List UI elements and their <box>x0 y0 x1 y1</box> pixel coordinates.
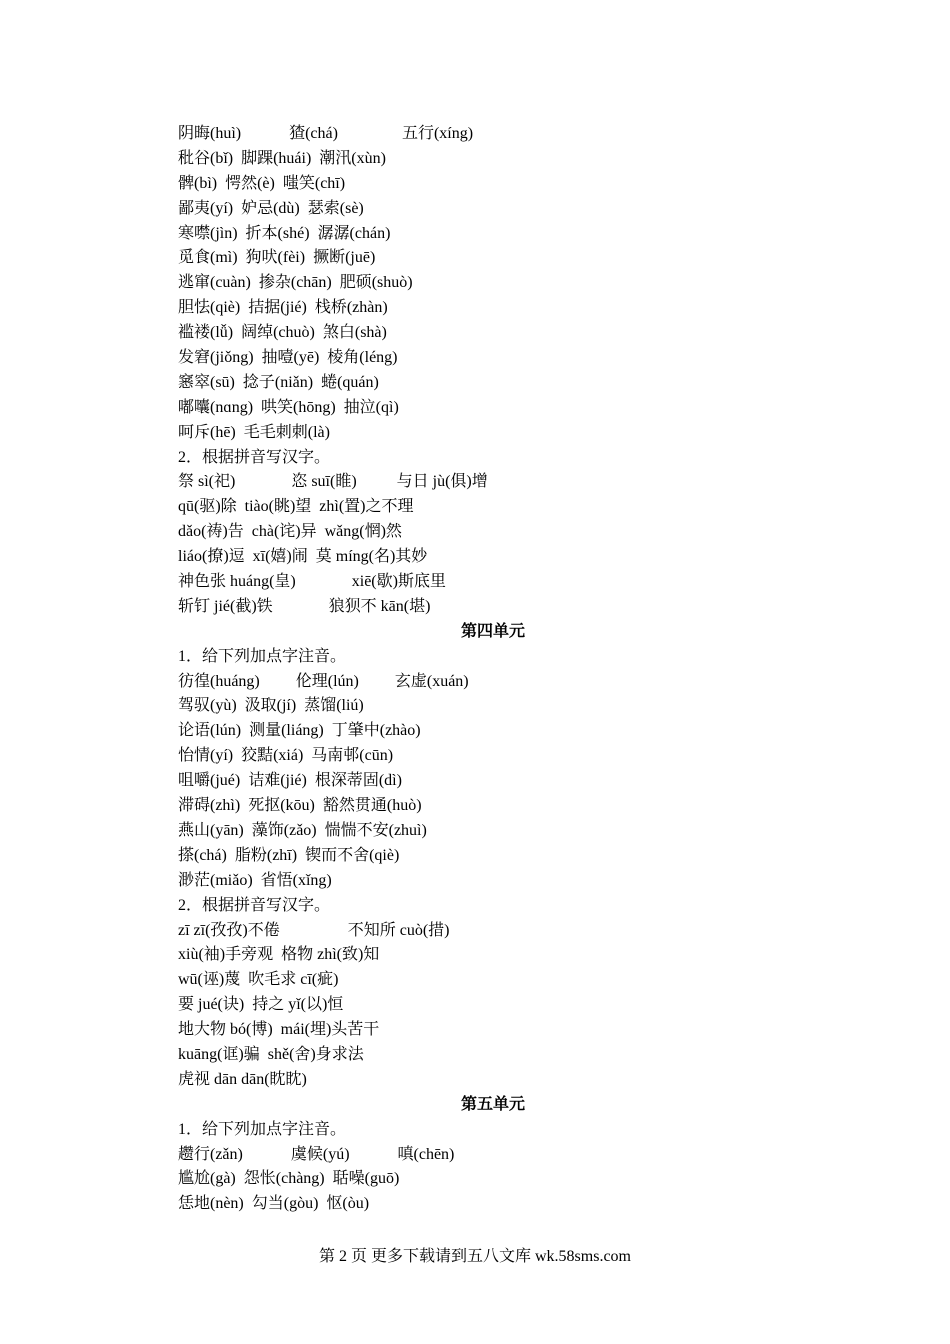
text-line: 胆怯(qiè) 拮据(jié) 栈桥(zhàn) <box>178 299 388 317</box>
unit-heading: 第五单元 <box>460 1095 525 1113</box>
text-line: 论语(lún) 测量(liáng) 丁肇中(zhào) <box>178 722 421 740</box>
text-line: 咀嚼(jué) 诘难(jié) 根深蒂固(dì) <box>178 772 402 790</box>
text-line: 逃窜(cuàn) 掺杂(chān) 肥硕(shuò) <box>178 274 413 292</box>
text-line: 搽(chá) 脂粉(zhī) 锲而不舍(qiè) <box>178 846 400 864</box>
text-line: kuāng(诓)骗 shě(舍)身求法 <box>178 1045 364 1063</box>
text-line: 觅食(mì) 狗吠(fèi) 撅断(juē) <box>178 249 376 267</box>
text-line: wū(诬)蔑 吹毛求 cī(疵) <box>178 971 339 989</box>
exercise-prompt: 2．根据拼音写汉字。 <box>178 448 331 466</box>
exercise-prompt: 1．给下列加点字注音。 <box>178 647 347 665</box>
text-line: 恁地(nèn) 勾当(gòu) 怄(òu) <box>178 1195 370 1213</box>
exercise-prompt: 2．根据拼音写汉字。 <box>178 896 331 914</box>
text-line: 祭 sì(祀) 恣 suī(睢) 与日 jù(俱)增 <box>178 473 488 491</box>
text-line: 渺茫(miǎo) 省悟(xǐng) <box>178 871 332 889</box>
text-line: 褴褛(lǚ) 阔绰(chuò) 煞白(shà) <box>178 324 387 342</box>
text-line: 滞碍(zhì) 死抠(kōu) 豁然贯通(huò) <box>178 797 422 815</box>
text-line: 阴晦(huì) 猹(chá) 五行(xíng) <box>178 125 474 142</box>
text-line: qū(驱)除 tiào(眺)望 zhì(置)之不理 <box>178 498 414 516</box>
text-line: 发窘(jiǒng) 抽噎(yē) 棱角(léng) <box>178 349 398 367</box>
text-line: 窸窣(sū) 捻子(niǎn) 蜷(quán) <box>178 373 379 391</box>
text-line: zī zī(孜孜)不倦 不知所 cuò(措) <box>178 921 450 939</box>
text-line: 嘟囔(nɑng) 哄笑(hōng) 抽泣(qì) <box>178 398 399 416</box>
text-line: 地大物 bó(博) mái(埋)头苦干 <box>178 1021 380 1039</box>
text-line: xiù(袖)手旁观 格物 zhì(致)知 <box>178 946 380 964</box>
text-line: 秕谷(bǐ) 脚踝(huái) 潮汛(xùn) <box>178 149 386 167</box>
text-line: 寒噤(jìn) 折本(shé) 潺潺(chán) <box>178 224 391 242</box>
text-line: 要 jué(诀) 持之 yǐ(以)恒 <box>178 996 344 1014</box>
text-line: 呵斥(hē) 毛毛刺刺(là) <box>178 423 330 441</box>
text-line: 驾驭(yù) 汲取(jí) 蒸馏(liú) <box>178 697 364 715</box>
text-line: 趱行(zǎn) 虞候(yú) 嗔(chēn) <box>178 1145 455 1163</box>
text-line: 彷徨(huáng) 伦理(lún) 玄虚(xuán) <box>178 672 469 690</box>
text-line: 虎视 dān dān(眈眈) <box>178 1070 307 1088</box>
text-line: 斩钉 jié(截)铁 狼狈不 kān(堪) <box>178 597 431 615</box>
text-line: 怡情(yí) 狡黠(xiá) 马南邨(cūn) <box>178 747 394 765</box>
text-line: 燕山(yān) 藻饰(zǎo) 惴惴不安(zhuì) <box>178 821 427 839</box>
text-line: 鄙夷(yí) 妒忌(dù) 瑟索(sè) <box>178 199 364 217</box>
text-line: 神色张 huáng(皇) xiē(歇)斯底里 <box>178 573 446 591</box>
text-line: 尴尬(gà) 怨怅(chàng) 聒噪(guō) <box>178 1170 400 1188</box>
unit-heading: 第四单元 <box>460 622 525 640</box>
text-line: 髀(bì) 愕然(è) 嗤笑(chī) <box>178 174 346 192</box>
text-line: dǎo(祷)告 chà(诧)异 wǎng(惘)然 <box>178 523 402 541</box>
text-line: liáo(撩)逗 xī(嬉)闹 莫 míng(名)其妙 <box>178 548 428 566</box>
exercise-prompt: 1．给下列加点字注音。 <box>178 1120 347 1138</box>
page-footer: 第 2 页 更多下载请到五八文库 wk.58sms.com <box>318 1248 631 1265</box>
page-content <box>178 122 778 1217</box>
